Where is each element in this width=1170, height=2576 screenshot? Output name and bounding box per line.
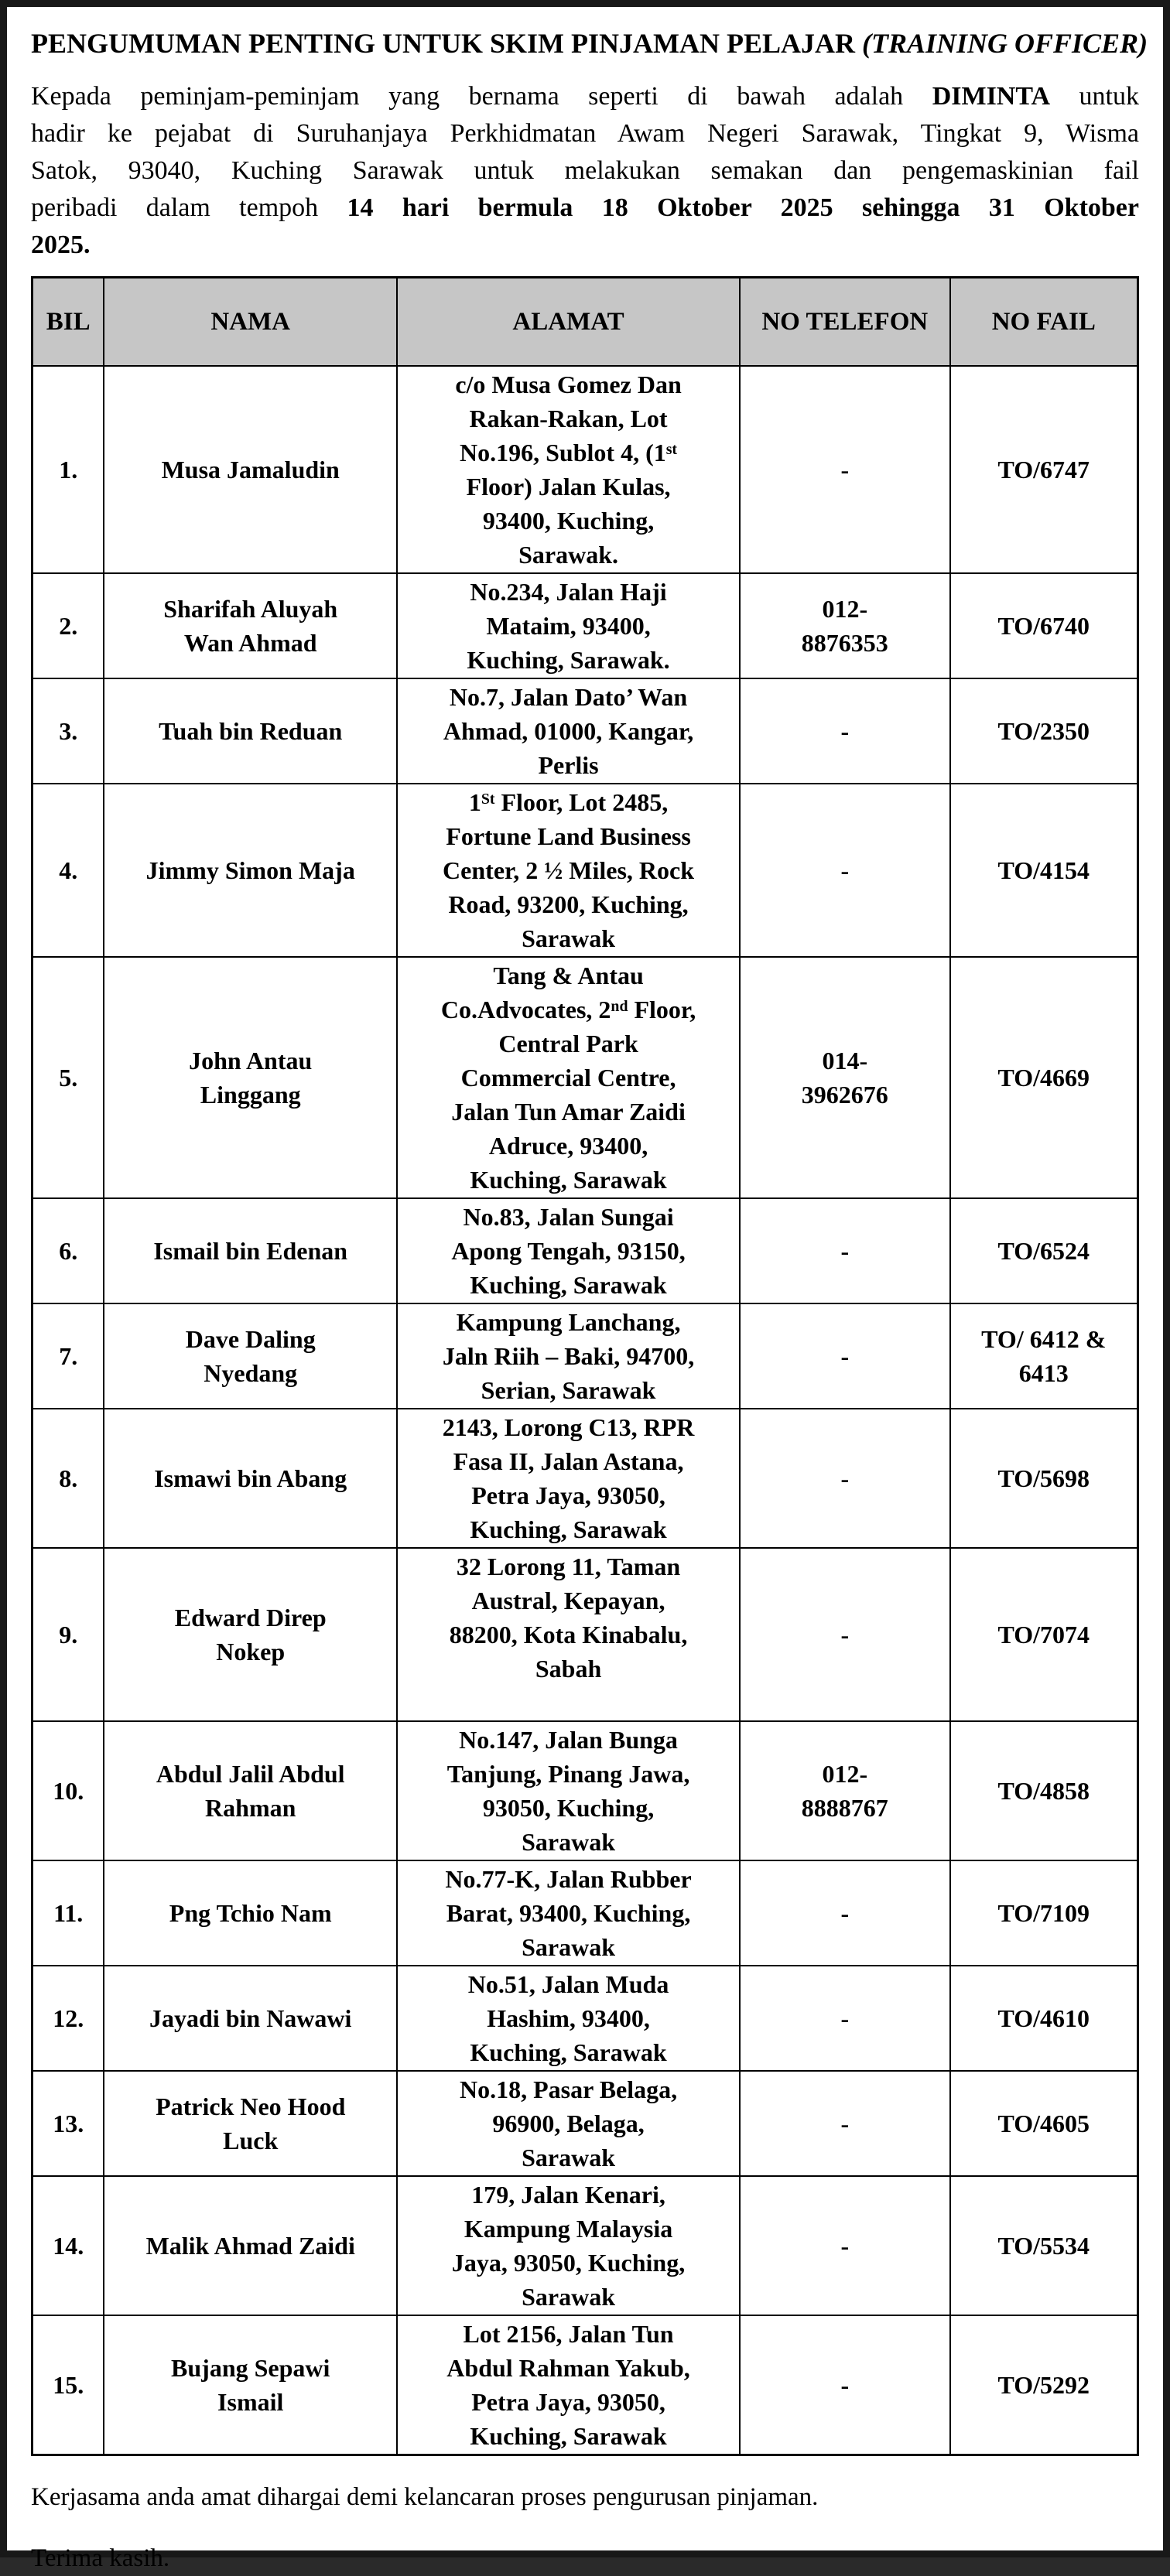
text-segment: peribadi dalam tempoh	[31, 193, 347, 222]
table-row	[32, 573, 1138, 678]
table-row	[32, 1303, 1138, 1409]
footer-thanks: Terima kasih.	[31, 2544, 170, 2572]
cell-telefon: -	[740, 784, 950, 957]
cell-bil: 5.	[32, 957, 104, 1198]
cell-nama: Musa Jamaludin	[104, 366, 397, 573]
cell-nama: Ismawi bin Abang	[104, 1409, 397, 1548]
cell-bil: 9.	[32, 1548, 104, 1721]
cell-bil: 13.	[32, 2071, 104, 2176]
cell-bil: 14.	[32, 2176, 104, 2315]
cell-telefon: 014- 3962676	[740, 957, 950, 1198]
cell-nama: Tuah bin Reduan	[104, 678, 397, 784]
cell-fail: TO/5534	[950, 2176, 1138, 2315]
table-row	[32, 784, 1138, 957]
cell-fail: TO/4610	[950, 1966, 1138, 2071]
cell-fail: TO/4154	[950, 784, 1138, 957]
table-row	[32, 1409, 1138, 1548]
cell-nama: Malik Ahmad Zaidi	[104, 2176, 397, 2315]
cell-nama: Patrick Neo Hood Luck	[104, 2071, 397, 2176]
cell-nama: Jayadi bin Nawawi	[104, 1966, 397, 2071]
table-row	[32, 1548, 1138, 1721]
cell-nama: John Antau Linggang	[104, 957, 397, 1198]
intro-line	[31, 115, 1139, 152]
text-segment: DIMINTA	[932, 82, 1051, 111]
cell-telefon: -	[740, 2071, 950, 2176]
cell-telefon: -	[740, 1548, 950, 1721]
text-segment: untuk	[1050, 82, 1140, 111]
cell-alamat: No.77-K, Jalan Rubber Barat, 93400, Kuching, Sarawak	[397, 1860, 740, 1966]
column-header: BIL	[32, 278, 104, 367]
cell-alamat: 2143, Lorong C13, RPR Fasa II, Jalan Astana, Petra Jaya, 93050, Kuching, Sarawak	[397, 1409, 740, 1548]
text-segment: 14 hari bermula 18 Oktober 2025 sehingga 31 Oktober	[347, 193, 1139, 222]
cell-telefon: 012- 8876353	[740, 573, 950, 678]
cell-nama: Jimmy Simon Maja	[104, 784, 397, 957]
cell-telefon: -	[740, 2315, 950, 2455]
table-row	[32, 1860, 1138, 1966]
page-title	[31, 26, 1148, 61]
footer-cooperation-note: Kerjasama anda amat dihargai demi kelancaran proses pengurusan pinjaman.	[31, 2483, 819, 2511]
text-segment: (TRAINING OFFICER)	[861, 28, 1148, 59]
cell-bil: 12.	[32, 1966, 104, 2071]
cell-alamat: No.83, Jalan Sungai Apong Tengah, 93150, Kuching, Sarawak	[397, 1198, 740, 1303]
cell-bil: 2.	[32, 573, 104, 678]
cell-alamat: Kampung Lanchang, Jaln Riih – Baki, 94700, Serian, Sarawak	[397, 1303, 740, 1409]
cell-nama: Dave Daling Nyedang	[104, 1303, 397, 1409]
cell-fail: TO/2350	[950, 678, 1138, 784]
cell-fail: TO/4669	[950, 957, 1138, 1198]
cell-fail: TO/4605	[950, 2071, 1138, 2176]
cell-telefon: -	[740, 2176, 950, 2315]
cell-bil: 8.	[32, 1409, 104, 1548]
cell-fail: TO/6740	[950, 573, 1138, 678]
cell-fail: TO/5698	[950, 1409, 1138, 1548]
cell-alamat: No.147, Jalan Bunga Tanjung, Pinang Jawa, 93050, Kuching, Sarawak	[397, 1721, 740, 1860]
cell-fail: TO/6524	[950, 1198, 1138, 1303]
table-header-row	[32, 278, 1138, 367]
cell-fail: TO/4858	[950, 1721, 1138, 1860]
cell-nama: Ismail bin Edenan	[104, 1198, 397, 1303]
cell-bil: 1.	[32, 366, 104, 573]
cell-nama: Sharifah Aluyah Wan Ahmad	[104, 573, 397, 678]
text-segment: PENGUMUMAN PENTING UNTUK SKIM PINJAMAN PELAJAR	[31, 28, 862, 59]
cell-bil: 10.	[32, 1721, 104, 1860]
cell-bil: 6.	[32, 1198, 104, 1303]
cell-alamat: 179, Jalan Kenari, Kampung Malaysia Jaya, 93050, Kuching, Sarawak	[397, 2176, 740, 2315]
column-header: NO FAIL	[950, 278, 1138, 367]
table-row	[32, 1966, 1138, 2071]
cell-telefon: -	[740, 1409, 950, 1548]
cell-nama: Edward Direp Nokep	[104, 1548, 397, 1721]
cell-fail: TO/7074	[950, 1548, 1138, 1721]
cell-bil: 15.	[32, 2315, 104, 2455]
cell-telefon: -	[740, 1303, 950, 1409]
intro-line	[31, 78, 1139, 115]
table-row	[32, 1198, 1138, 1303]
cell-nama: Png Tchio Nam	[104, 1860, 397, 1966]
cell-telefon: -	[740, 1198, 950, 1303]
text-segment: Satok, 93040, Kuching Sarawak untuk melakukan semakan dan pengemaskinian fail	[31, 156, 1139, 185]
intro-line	[31, 227, 1139, 264]
text-segment: 2025.	[31, 231, 91, 259]
cell-alamat: No.7, Jalan Dato’ Wan Ahmad, 01000, Kangar, Perlis	[397, 678, 740, 784]
intro-line	[31, 190, 1139, 227]
cell-telefon: -	[740, 678, 950, 784]
cell-bil: 7.	[32, 1303, 104, 1409]
cell-alamat: No.18, Pasar Belaga, 96900, Belaga, Sarawak	[397, 2071, 740, 2176]
cell-telefon: -	[740, 1966, 950, 2071]
table-row	[32, 2176, 1138, 2315]
cell-alamat: 1St Floor, Lot 2485, Fortune Land Business Center, 2 ½ Miles, Rock Road, 93200, Kuching, Sarawak	[397, 784, 740, 957]
column-header: ALAMAT	[397, 278, 740, 367]
cell-nama: Abdul Jalil Abdul Rahman	[104, 1721, 397, 1860]
cell-bil: 4.	[32, 784, 104, 957]
intro-paragraph	[31, 78, 1139, 264]
cell-fail: TO/7109	[950, 1860, 1138, 1966]
table-row	[32, 678, 1138, 784]
cell-fail: TO/5292	[950, 2315, 1138, 2455]
cell-nama: Bujang Sepawi Ismail	[104, 2315, 397, 2455]
table-row	[32, 1721, 1138, 1860]
cell-alamat: c/o Musa Gomez Dan Rakan-Rakan, Lot No.196, Sublot 4, (1st Floor) Jalan Kulas, 93400, Kuching, Sarawak.	[397, 366, 740, 573]
table-row	[32, 957, 1138, 1198]
cell-bil: 3.	[32, 678, 104, 784]
cell-telefon: -	[740, 366, 950, 573]
cell-alamat: No.234, Jalan Haji Mataim, 93400, Kuching, Sarawak.	[397, 573, 740, 678]
text-segment: hadir ke pejabat di Suruhanjaya Perkhidmatan Awam Negeri Sarawak, Tingkat 9, Wisma	[31, 119, 1139, 148]
cell-telefon: -	[740, 1860, 950, 1966]
cell-alamat: 32 Lorong 11, Taman Austral, Kepayan, 88200, Kota Kinabalu, Sabah	[397, 1548, 740, 1721]
text-segment: Kepada peminjam-peminjam yang bernama seperti di bawah adalah	[31, 82, 932, 111]
column-header: NO TELEFON	[740, 278, 950, 367]
cell-telefon: 012- 8888767	[740, 1721, 950, 1860]
table-row	[32, 2071, 1138, 2176]
cell-bil: 11.	[32, 1860, 104, 1966]
column-header: NAMA	[104, 278, 397, 367]
cell-alamat: Lot 2156, Jalan Tun Abdul Rahman Yakub, Petra Jaya, 93050, Kuching, Sarawak	[397, 2315, 740, 2455]
cell-fail: TO/ 6412 & 6413	[950, 1303, 1138, 1409]
cell-fail: TO/6747	[950, 366, 1138, 573]
intro-line	[31, 152, 1139, 190]
cell-alamat: Tang & Antau Co.Advocates, 2nd Floor, Central Park Commercial Centre, Jalan Tun Amar Zaidi Adruce, 93400, Kuching, Sarawak	[397, 957, 740, 1198]
table-row	[32, 2315, 1138, 2455]
table-row	[32, 366, 1138, 573]
borrowers-table	[31, 276, 1139, 2456]
cell-alamat: No.51, Jalan Muda Hashim, 93400, Kuching, Sarawak	[397, 1966, 740, 2071]
